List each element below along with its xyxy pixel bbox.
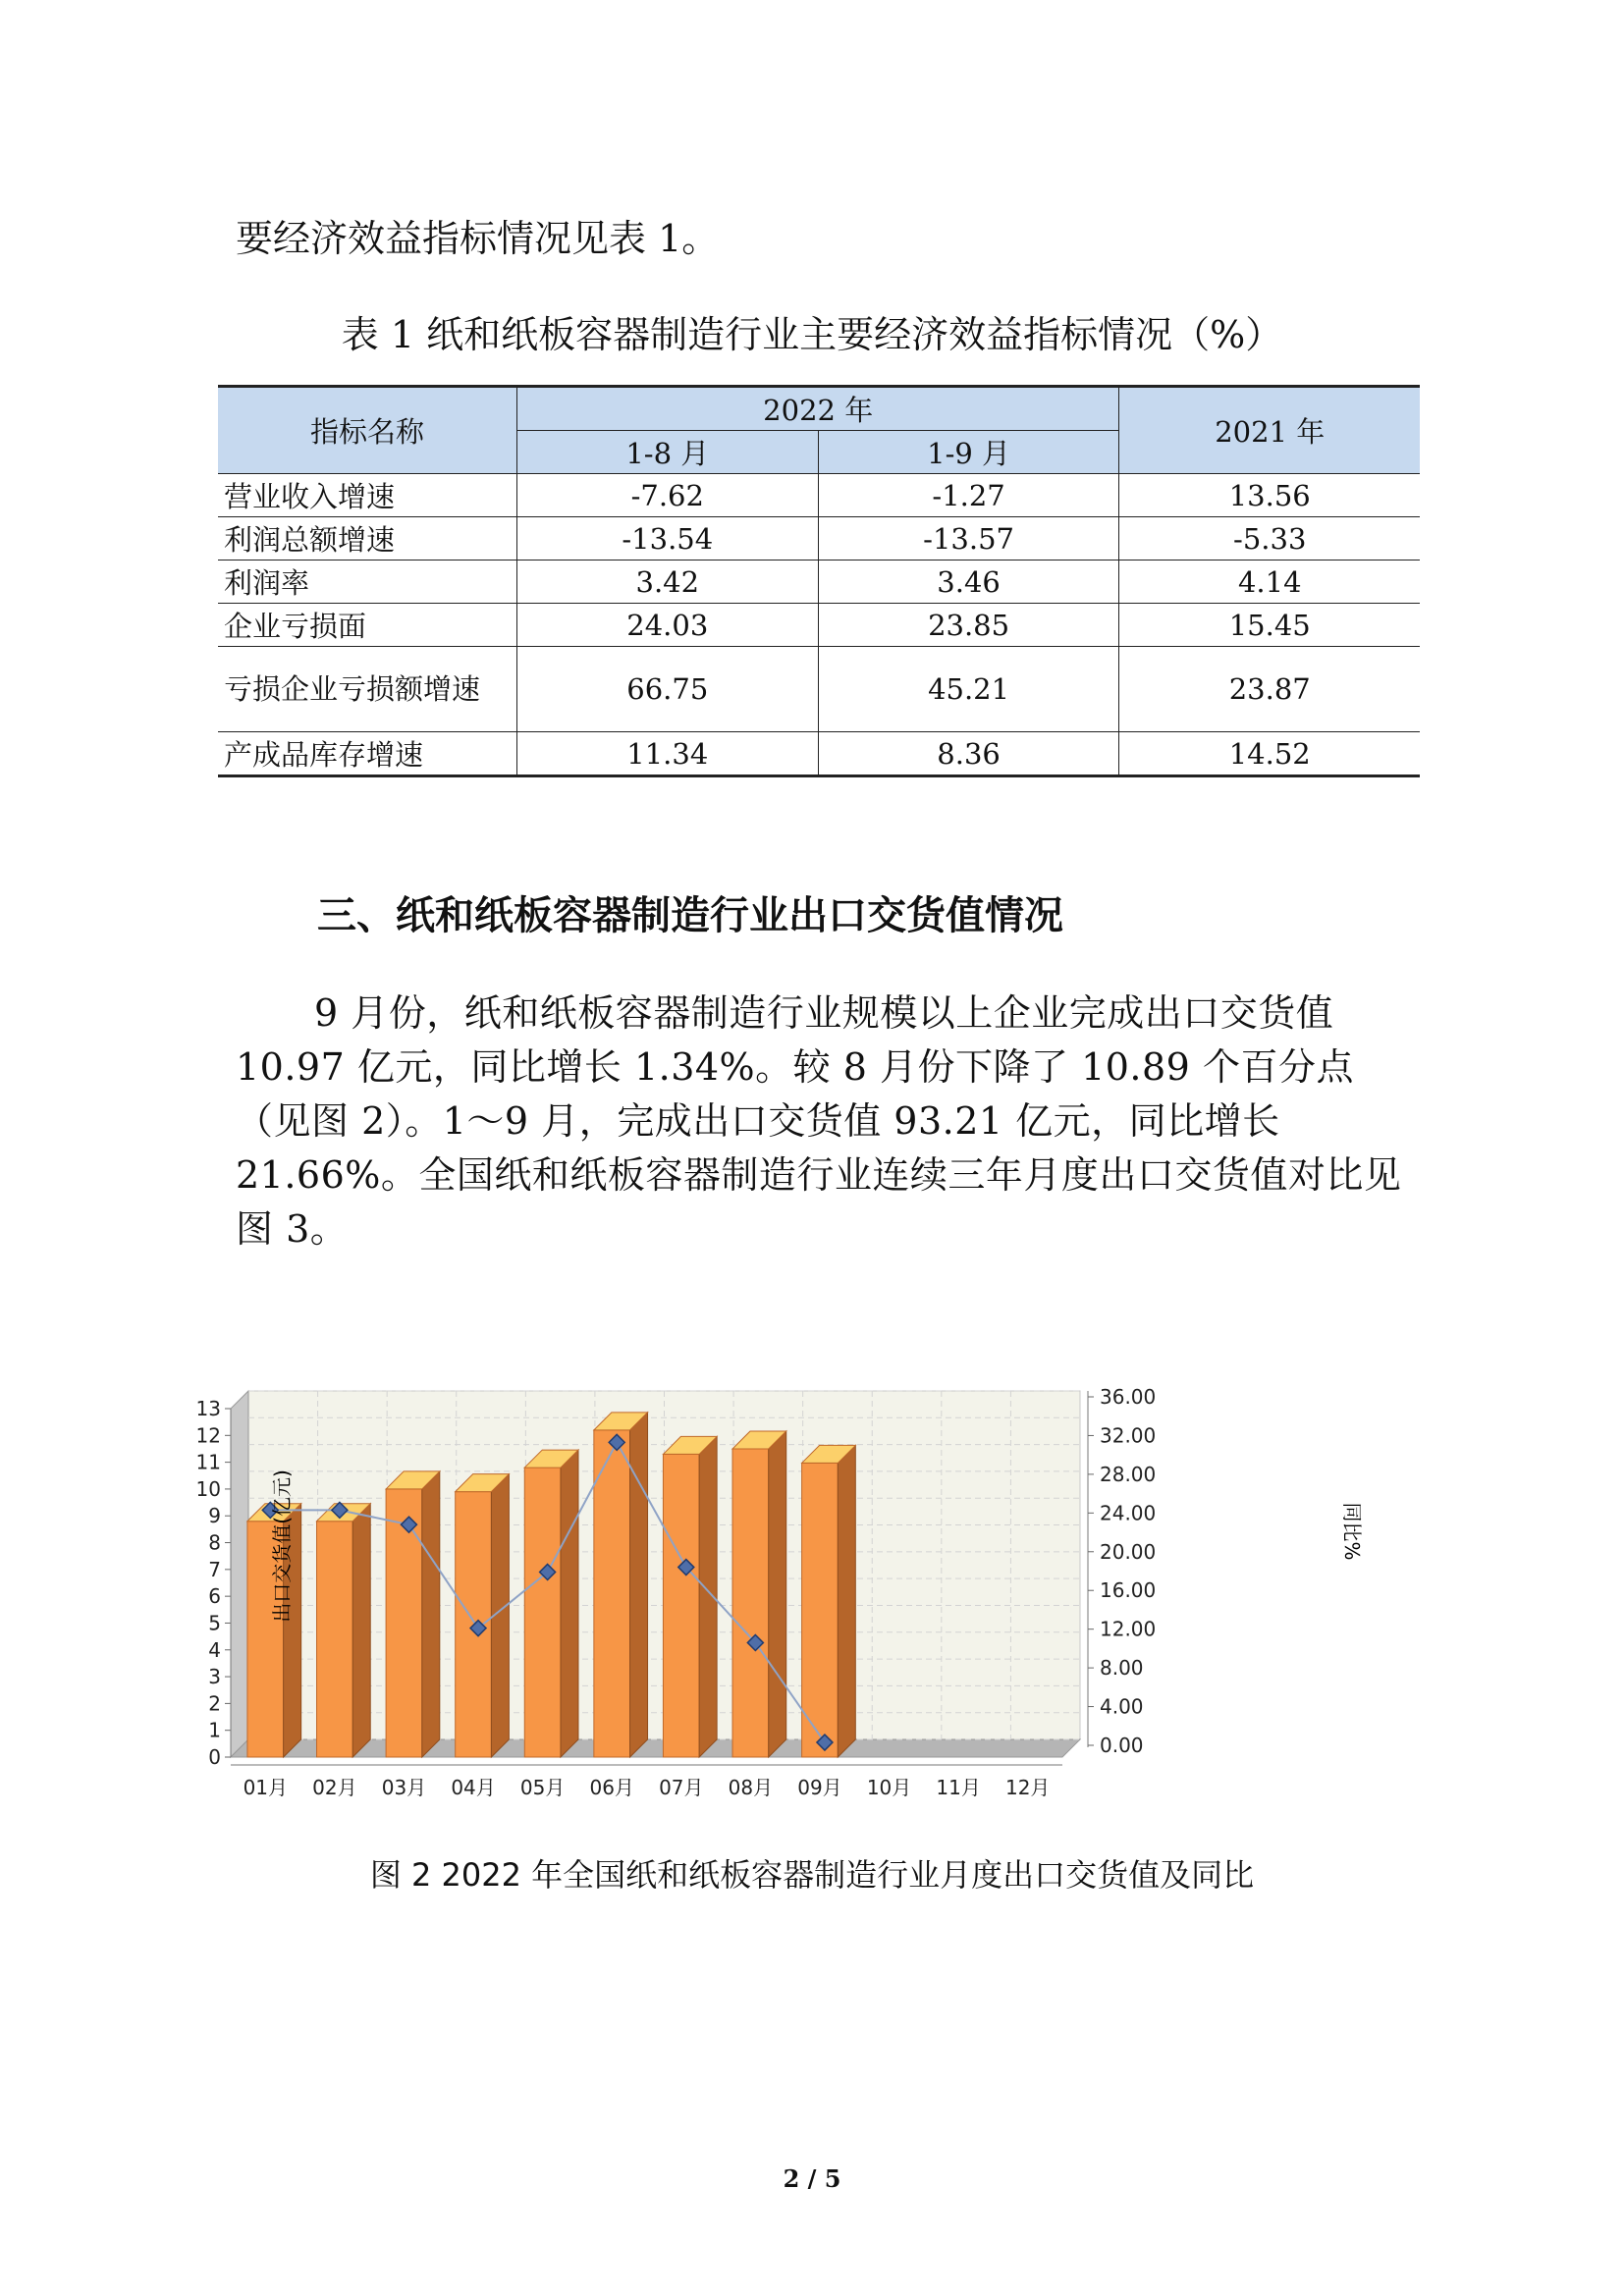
chart-category-label: 02月 — [312, 1776, 357, 1799]
row-value-1-8: 24.03 — [516, 604, 818, 647]
chart-tick-label-right: 16.00 — [1100, 1578, 1157, 1603]
chart-category-label: 11月 — [936, 1776, 981, 1799]
row-value-1-9: 3.46 — [818, 561, 1119, 604]
table-row — [218, 517, 1420, 561]
row-value-1-9: -13.57 — [818, 517, 1119, 561]
chart-bar-side — [838, 1445, 855, 1757]
chart-tick-label-left: 9 — [208, 1504, 221, 1528]
intro-text: 要经济效益指标情况见表 1。 — [236, 217, 720, 260]
row-value-1-9: 23.85 — [818, 604, 1119, 647]
chart-bar-side — [769, 1431, 786, 1757]
chart-tick-label-right: 4.00 — [1100, 1694, 1144, 1719]
row-value-1-8: 66.75 — [516, 647, 818, 732]
chart-tick-label-right: 20.00 — [1100, 1539, 1157, 1564]
chart-tick-label-left: 0 — [208, 1745, 221, 1769]
chart-bar-side — [422, 1471, 440, 1757]
row-value-2021: 23.87 — [1119, 647, 1420, 732]
chart-tick-label-left: 5 — [208, 1611, 221, 1635]
chart-category-label: 10月 — [866, 1776, 912, 1799]
row-name: 利润率 — [218, 561, 516, 604]
chart-tick-label-left: 13 — [195, 1397, 221, 1420]
table-row — [218, 561, 1420, 604]
chart-bar — [732, 1449, 769, 1757]
row-value-2021: -5.33 — [1119, 517, 1420, 561]
chart-tick-label-left: 12 — [195, 1423, 221, 1448]
chart-bar — [317, 1522, 353, 1757]
table-row — [218, 604, 1420, 647]
chart-tick-label-left: 6 — [208, 1584, 221, 1609]
chart-tick-label-right: 32.00 — [1100, 1423, 1157, 1448]
header-period-1-8: 1-8 月 — [516, 431, 818, 474]
indicators-table — [218, 385, 1420, 777]
chart-bar — [802, 1463, 839, 1757]
row-value-1-8: 11.34 — [516, 732, 818, 776]
chart-bar — [594, 1430, 630, 1757]
chart-tick-label-left: 8 — [208, 1530, 221, 1555]
row-name: 产成品库存增速 — [218, 732, 516, 776]
chart-category-label: 08月 — [728, 1776, 774, 1799]
chart-category-label: 07月 — [659, 1776, 704, 1799]
chart-bar-side — [352, 1504, 370, 1757]
chart-tick-label-left: 7 — [208, 1557, 221, 1581]
chart-tick-label-right: 12.00 — [1100, 1617, 1157, 1641]
section-heading: 三、纸和纸板容器制造行业出口交货值情况 — [317, 893, 1063, 938]
chart-tick-label-right: 36.00 — [1100, 1385, 1157, 1409]
page-number: 2 / 5 — [783, 2164, 841, 2193]
chart-category-label: 06月 — [589, 1776, 634, 1799]
chart-category-label: 09月 — [797, 1776, 842, 1799]
figure-caption: 图 2 2022 年全国纸和纸板容器制造行业月度出口交货值及同比 — [369, 1856, 1255, 1894]
row-value-2021: 13.56 — [1119, 474, 1420, 517]
chart-category-label: 04月 — [451, 1776, 496, 1799]
chart-bar-side — [630, 1413, 648, 1757]
body-paragraph: 9 月份，纸和纸板容器制造行业规模以上企业完成出口交货值 10.97 亿元，同比增长 1.34%。较 8 月份下降了 10.89 个百分点（见图 2）。1～9 月，完成出口交货值 93.21 亿元，同比增长 21.66%。全国纸和纸板容器制造行业连续三年月度出口交货值对比见图 3。 — [236, 991, 1402, 1251]
chart-bar — [524, 1468, 561, 1757]
chart-category-label: 12月 — [1004, 1776, 1051, 1799]
row-name: 亏损企业亏损额增速 — [218, 647, 516, 732]
table-caption: 表 1 纸和纸板容器制造行业主要经济效益指标情况（%） — [341, 313, 1283, 356]
chart-tick-label-right: 24.00 — [1100, 1501, 1157, 1525]
chart-tick-label-left: 4 — [208, 1637, 221, 1662]
chart-bar — [386, 1489, 422, 1757]
chart-tick-label-left: 1 — [208, 1718, 221, 1742]
header-year-2022: 2022 年 — [516, 387, 1119, 431]
chart-bar-side — [561, 1450, 578, 1757]
chart-tick-label-left: 3 — [208, 1665, 221, 1689]
chart-category-label: 05月 — [519, 1776, 566, 1799]
chart-ylabel: 出口交货值(亿元) — [270, 1469, 294, 1623]
row-value-1-9: 45.21 — [818, 647, 1119, 732]
export-value-chart — [195, 1306, 1373, 1836]
chart-tick-label-left: 11 — [195, 1450, 221, 1474]
row-value-2021: 4.14 — [1119, 561, 1420, 604]
row-value-1-8: -7.62 — [516, 474, 818, 517]
chart-category-label: 03月 — [381, 1776, 427, 1799]
chart-tick-label-right: 28.00 — [1100, 1462, 1157, 1486]
table-row — [218, 474, 1420, 517]
table-row — [218, 732, 1420, 776]
row-name: 企业亏损面 — [218, 604, 516, 647]
row-name: 营业收入增速 — [218, 474, 516, 517]
row-value-1-8: -13.54 — [516, 517, 818, 561]
chart-side-wall — [231, 1391, 248, 1757]
header-period-1-9: 1-9 月 — [818, 431, 1119, 474]
row-value-2021: 14.52 — [1119, 732, 1420, 776]
row-name: 利润总额增速 — [218, 517, 516, 561]
chart-tick-label-right: 8.00 — [1100, 1656, 1144, 1681]
chart-category-label: 01月 — [243, 1776, 289, 1799]
row-value-1-8: 3.42 — [516, 561, 818, 604]
chart-tick-label-left: 10 — [195, 1476, 221, 1501]
header-year-2021: 2021 年 — [1119, 387, 1420, 474]
chart-ylabel-right: 同比% — [1340, 1502, 1364, 1561]
row-value-1-9: -1.27 — [818, 474, 1119, 517]
chart-tick-label-right: 0.00 — [1100, 1734, 1144, 1757]
row-value-2021: 15.45 — [1119, 604, 1420, 647]
row-value-1-9: 8.36 — [818, 732, 1119, 776]
table-row — [218, 647, 1420, 732]
chart-tick-label-left: 2 — [208, 1691, 221, 1716]
chart-bar — [663, 1454, 699, 1757]
header-indicator-name: 指标名称 — [218, 387, 516, 474]
